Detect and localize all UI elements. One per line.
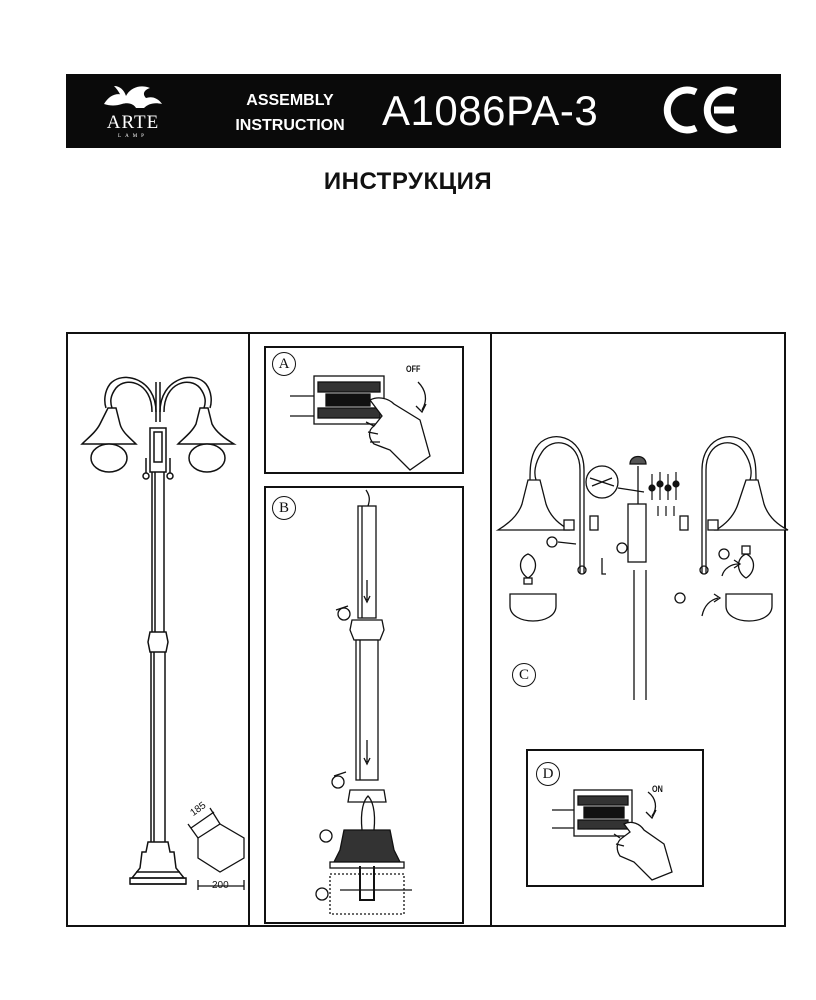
- page-title: ИНСТРУКЦИЯ: [323, 168, 493, 195]
- step-d-label: D: [536, 762, 560, 786]
- breaker-on-drawing: [540, 780, 710, 880]
- instruction-line: INSTRUCTION: [235, 117, 345, 134]
- brand-name: ARTE: [106, 112, 160, 133]
- header-banner: [66, 74, 781, 148]
- brand-subtitle: LAMP: [118, 134, 148, 139]
- step-a-label: A: [272, 352, 296, 376]
- brand-logo: [92, 82, 174, 142]
- step-c-label: C: [512, 663, 536, 687]
- dimension-top: 185: [188, 800, 209, 819]
- lamp-head-assembly-drawing: [494, 430, 794, 710]
- switch-off-text: OFF: [406, 364, 421, 374]
- ce-mark-icon: [662, 84, 742, 136]
- column-divider-right: [490, 332, 492, 927]
- model-number: A1086PA-3: [382, 87, 599, 134]
- griffin-icon: [100, 82, 166, 112]
- step-b-label: B: [272, 496, 296, 520]
- dimension-bottom: 200: [212, 880, 229, 891]
- assembly-line: ASSEMBLY: [246, 92, 334, 109]
- pole-installation-drawing: [300, 490, 440, 920]
- assembly-instruction-label: [220, 88, 360, 138]
- switch-on-text: ON: [652, 784, 663, 794]
- breaker-off-drawing: [270, 360, 460, 470]
